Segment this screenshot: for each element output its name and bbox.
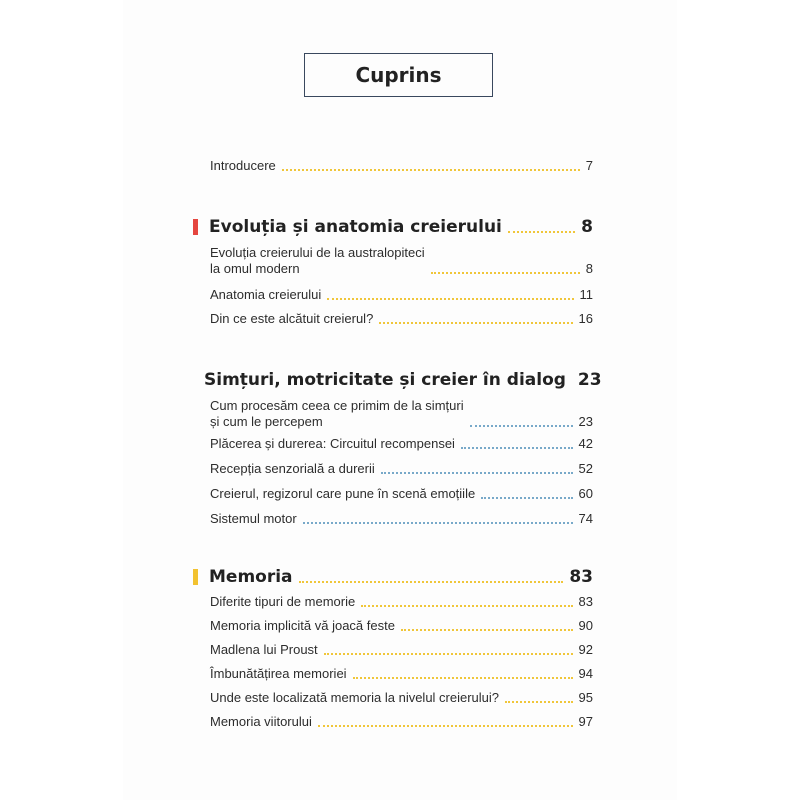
toc-entry-label-line2: și cum le percepem: [210, 414, 323, 429]
toc-entry-introducere[interactable]: [210, 158, 593, 174]
toc-entry-page: 60: [578, 486, 593, 501]
section-title: Simțuri, motricitate și creier în dialog: [204, 370, 566, 390]
toc-entry[interactable]: [210, 287, 593, 303]
section-page: 8: [581, 217, 593, 237]
toc-entry[interactable]: [210, 511, 593, 527]
section-heading-memoria[interactable]: [193, 567, 593, 587]
toc-entry-label-line1: Evoluția creierului de la australopiteci: [210, 245, 425, 260]
toc-entry-label: Memoria implicită vă joacă feste: [210, 618, 395, 633]
section-page: 83: [569, 567, 593, 587]
section-color-bar: [193, 569, 198, 585]
dot-leader: [401, 629, 573, 631]
toc-entry-label-line1: Cum procesăm ceea ce primim de la simțuri: [210, 398, 464, 413]
toc-entry[interactable]: [210, 642, 593, 658]
dot-leader: [324, 653, 573, 655]
dot-leader: [282, 169, 580, 171]
toc-entry-label: Madlena lui Proust: [210, 642, 318, 657]
dot-leader: [299, 581, 564, 583]
dot-leader: [470, 425, 573, 427]
toc-entry-page: 92: [578, 642, 593, 657]
toc-entry[interactable]: [210, 714, 593, 730]
toc-entry-label: Plăcerea și durerea: Circuitul recompensei: [210, 436, 455, 451]
toc-entry-label: Anatomia creierului: [210, 287, 322, 302]
dot-leader: [353, 677, 573, 679]
toc-entry-page: 42: [578, 436, 593, 451]
toc-entry-label: [210, 398, 464, 430]
toc-entry-label: Introducere: [210, 158, 276, 173]
toc-entry-page: 7: [585, 158, 593, 173]
dot-leader: [361, 605, 572, 607]
toc-entry-label: Sistemul motor: [210, 511, 297, 526]
dot-leader: [327, 298, 573, 300]
toc-entry-page: 16: [578, 311, 593, 326]
toc-entry-page: 97: [578, 714, 593, 729]
toc-entry-page: 94: [578, 666, 593, 681]
dot-leader: [303, 522, 573, 524]
section-title: Memoria: [209, 567, 293, 587]
toc-entry[interactable]: [210, 618, 593, 634]
toc-entry-label: Creierul, regizorul care pune în scenă emoțiile: [210, 486, 476, 501]
toc-entry-page: 52: [578, 461, 593, 476]
section-color-bar: [193, 219, 198, 235]
toc-entry-label: [210, 245, 425, 277]
toc-entry-page: 74: [578, 511, 593, 526]
toc-entry-label: Memoria viitorului: [210, 714, 312, 729]
dot-leader: [481, 497, 572, 499]
toc-entry-page: 11: [579, 287, 593, 302]
toc-entry-page: 90: [578, 618, 593, 633]
dot-leader: [431, 272, 580, 274]
toc-entry-page: 83: [578, 594, 593, 609]
toc-entry-label-line2: la omul modern: [210, 261, 300, 276]
toc-entry-label: Diferite tipuri de memorie: [210, 594, 356, 609]
dot-leader: [379, 322, 572, 324]
section-page: 23: [577, 370, 602, 390]
toc-entry[interactable]: [210, 461, 593, 477]
section-title: Evoluția și anatomia creierului: [209, 217, 502, 237]
toc-entry[interactable]: [210, 245, 593, 277]
dot-leader: [318, 725, 573, 727]
toc-entry[interactable]: [210, 594, 593, 610]
toc-entry[interactable]: [210, 690, 593, 706]
toc-entry[interactable]: [210, 398, 593, 430]
toc-entry[interactable]: [210, 666, 593, 682]
toc-entry[interactable]: [210, 311, 593, 327]
toc-entry-label: Recepția senzorială a durerii: [210, 461, 375, 476]
toc-entry-label: Din ce este alcătuit creierul?: [210, 311, 374, 326]
toc-entry-label: Unde este localizată memoria la nivelul creierului?: [210, 690, 500, 705]
section-heading-simturi[interactable]: [193, 370, 602, 390]
dot-leader: [508, 231, 575, 233]
dot-leader: [505, 701, 573, 703]
dot-leader: [381, 472, 573, 474]
toc-entry-page: 8: [585, 261, 593, 276]
toc-entry[interactable]: [210, 486, 593, 502]
dot-leader: [461, 447, 573, 449]
toc-entry-label: Îmbunătățirea memoriei: [210, 666, 347, 681]
toc-entry[interactable]: [210, 436, 593, 452]
section-heading-evolutia[interactable]: [193, 217, 593, 237]
toc-entry-page: 23: [578, 414, 593, 429]
toc-entry-page: 95: [578, 690, 593, 705]
page-title: Cuprins: [304, 53, 493, 97]
